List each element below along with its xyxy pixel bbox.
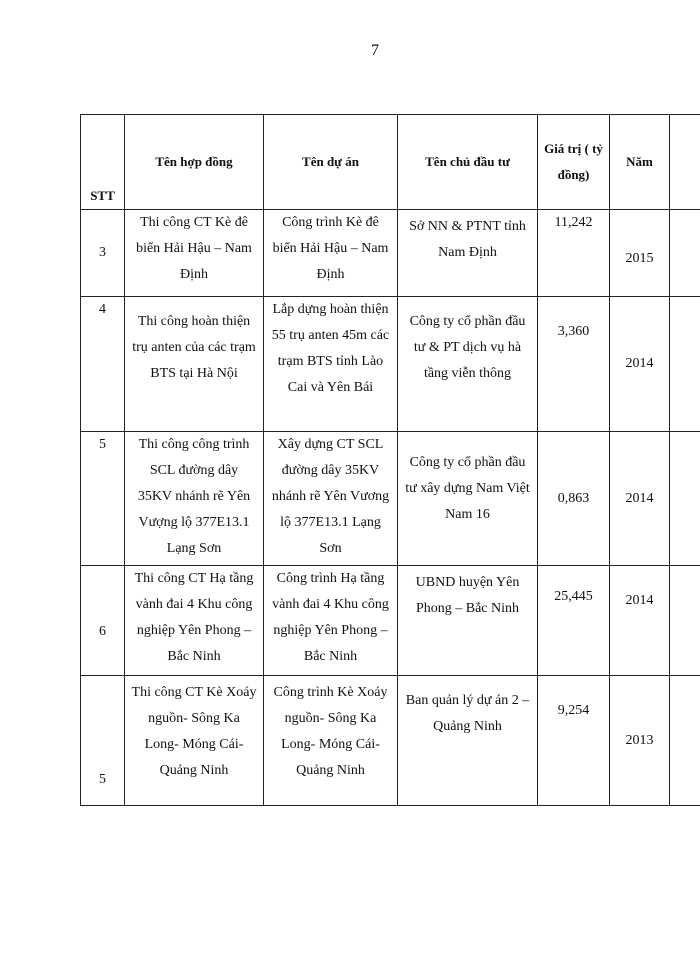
contracts-table: [80, 114, 700, 806]
row-year: 2014: [610, 297, 670, 432]
row-extra: [670, 432, 700, 566]
header-year: Năm: [610, 115, 670, 210]
row-investor: Sở NN & PTNT tỉnh Nam Định: [398, 210, 538, 297]
header-project: Tên dự án: [264, 115, 398, 210]
table-row: [81, 432, 700, 566]
row-year: 2015: [610, 210, 670, 297]
row-investor: Công ty cổ phần đầu tư & PT dịch vụ hà tầng viễn thông: [398, 297, 538, 432]
row-value: 25,445: [538, 566, 610, 676]
row-contract: Thi công CT Kè Xoáy nguồn- Sông Ka Long- Móng Cái- Quảng Ninh: [125, 676, 264, 806]
row-stt: 5: [81, 432, 125, 566]
row-value: 3,360: [538, 297, 610, 432]
row-contract: Thi công CT Kè đê biển Hải Hậu – Nam Định: [125, 210, 264, 297]
row-value: 11,242: [538, 210, 610, 297]
table-row: [81, 566, 700, 676]
table-row: [81, 297, 700, 432]
row-extra: [670, 210, 700, 297]
row-stt: 4: [81, 297, 125, 432]
row-value: 9,254: [538, 676, 610, 806]
header-stt: STT: [81, 115, 125, 210]
row-project: Lắp dựng hoàn thiện 55 trụ anten 45m các trạm BTS tỉnh Lào Cai và Yên Bái: [264, 297, 398, 432]
row-contract: Thi công hoàn thiện trụ anten của các trạm BTS tại Hà Nội: [125, 297, 264, 432]
row-investor: Công ty cổ phần đầu tư xây dựng Nam Việt Nam 16: [398, 432, 538, 566]
header-row: [81, 115, 700, 210]
row-investor: Ban quản lý dự án 2 – Quảng Ninh: [398, 676, 538, 806]
row-extra: [670, 676, 700, 806]
header-value: Giá trị ( tỷ đồng): [538, 115, 610, 210]
row-contract: Thi công CT Hạ tầng vành đai 4 Khu công nghiệp Yên Phong – Bắc Ninh: [125, 566, 264, 676]
row-project: Công trình Kè đê biển Hải Hậu – Nam Định: [264, 210, 398, 297]
row-extra: [670, 297, 700, 432]
row-extra: [670, 566, 700, 676]
row-year: 2014: [610, 432, 670, 566]
row-project: Công trình Kè Xoáy nguồn- Sông Ka Long- Móng Cái- Quảng Ninh: [264, 676, 398, 806]
row-stt: 3: [81, 210, 125, 297]
header-investor: Tên chủ đầu tư: [398, 115, 538, 210]
page-number: 7: [371, 42, 379, 59]
row-investor: UBND huyện Yên Phong – Bắc Ninh: [398, 566, 538, 676]
row-value: 0,863: [538, 432, 610, 566]
row-year: 2014: [610, 566, 670, 676]
row-contract: Thi công công trình SCL đường dây 35KV nhánh rẽ Yên Vượng lộ 377E13.1 Lạng Sơn: [125, 432, 264, 566]
row-stt: 5: [81, 676, 125, 806]
row-year: 2013: [610, 676, 670, 806]
row-project: Công trình Hạ tầng vành đai 4 Khu công nghiệp Yên Phong – Bắc Ninh: [264, 566, 398, 676]
row-stt: 6: [81, 566, 125, 676]
table-row: [81, 210, 700, 297]
row-project: Xây dựng CT SCL đường dây 35KV nhánh rẽ Yên Vương lộ 377E13.1 Lạng Sơn: [264, 432, 398, 566]
table-row: [81, 676, 700, 806]
header-extra: [670, 115, 700, 210]
header-contract: Tên hợp đồng: [125, 115, 264, 210]
